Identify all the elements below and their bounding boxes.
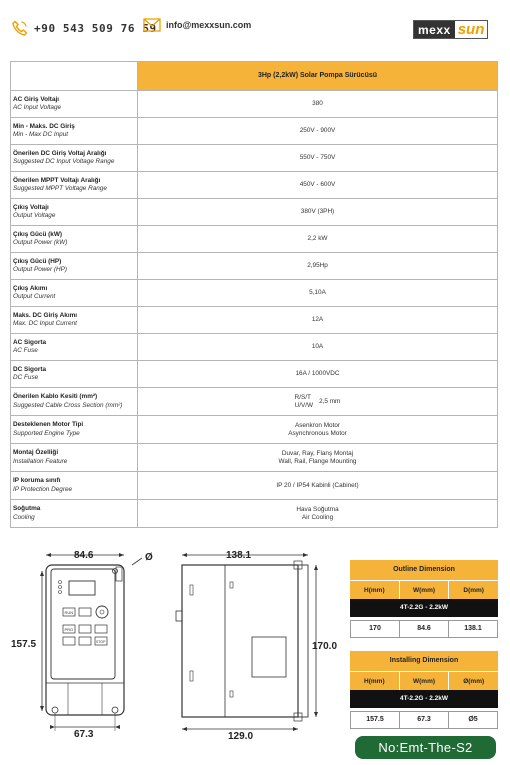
phone-contact	[12, 20, 157, 36]
phone-icon	[12, 20, 28, 36]
outline-title: Outline Dimension	[350, 560, 498, 580]
svg-text:STOP: STOP	[96, 640, 106, 644]
email-contact	[143, 18, 251, 32]
dim-front-width: 84.6	[74, 550, 94, 561]
row-value: Duvar, Ray, Flanş Montaj Wall, Rail, Flange Mounting	[138, 444, 498, 472]
table-row	[11, 307, 498, 334]
svg-text:RUN: RUN	[64, 610, 74, 615]
table-row	[11, 172, 498, 199]
row-label: Çıkış Gücü (HP) Output Power (HP)	[11, 253, 138, 280]
row-value: 250V - 900V	[138, 118, 498, 145]
row-label: Önerilen DC Giriş Voltaj Aralığı Suggested DC Input Voltage Range	[11, 145, 138, 172]
table-row	[11, 226, 498, 253]
spec-table	[10, 61, 498, 528]
row-value: Asenkron Motor Asynchronous Motor	[138, 416, 498, 444]
row-label: AC Giriş Voltajı AC Input Voltage	[11, 91, 138, 118]
table-row	[11, 361, 498, 388]
row-label: Min - Maks. DC Giriş Min - Max DC Input	[11, 118, 138, 145]
row-value: 380V (3PH)	[138, 199, 498, 226]
front-view-drawing	[8, 545, 168, 745]
product-title: 3Hp (2,2kW) Solar Pompa Sürücüsü	[138, 62, 498, 91]
dim-front-bottom: 67.3	[74, 729, 94, 740]
row-value: 550V - 750V	[138, 145, 498, 172]
row-value: 2,2 kW	[138, 226, 498, 253]
installing-values: 157.5 67.3 Ø5	[350, 711, 498, 729]
row-value: 450V - 600V	[138, 172, 498, 199]
row-value: 2,95Hp	[138, 253, 498, 280]
row-label: Montaj Özelliği Installation Feature	[11, 444, 138, 472]
row-label: Çıkış Voltajı Output Voltage	[11, 199, 138, 226]
row-label: AC Sigorta AC Fuse	[11, 334, 138, 361]
envelope-icon	[143, 18, 161, 32]
dim-side-width: 138.1	[226, 550, 252, 561]
row-label: Soğutma Cooling	[11, 500, 138, 528]
table-row	[11, 500, 498, 528]
svg-text:PRG: PRG	[64, 627, 74, 632]
dim-hole: Ø	[145, 552, 153, 563]
table-row	[11, 118, 498, 145]
installing-model: 4T-2.2G - 2.2kW	[350, 690, 498, 708]
row-label: IP koruma sınıfı IP Protection Degree	[11, 472, 138, 500]
row-value: 10A	[138, 334, 498, 361]
table-row	[11, 472, 498, 500]
outline-dimension-table	[350, 560, 498, 638]
phone-number: +90 543 509 76 59	[34, 21, 157, 35]
installing-dimension-table	[350, 651, 498, 729]
row-label: Önerilen MPPT Voltajı Aralığı Suggested MPPT Voltage Range	[11, 172, 138, 199]
row-value: 380	[138, 91, 498, 118]
row-label: Desteklenen Motor Tipi Supported Engine Type	[11, 416, 138, 444]
table-row	[11, 444, 498, 472]
dim-front-height: 157.5	[11, 639, 37, 650]
page-header	[0, 0, 510, 52]
document-number-badge: No:Emt-The-S2	[355, 736, 496, 759]
row-label: Çıkış Gücü (kW) Output Power (kW)	[11, 226, 138, 253]
dim-side-bottom: 129.0	[228, 731, 254, 742]
row-value: 5,10A	[138, 280, 498, 307]
row-value: 12A	[138, 307, 498, 334]
installing-columns: H(mm) W(mm) Ø(mm)	[350, 671, 498, 690]
brand-logo: mexx sun	[413, 20, 488, 39]
row-value: IP 20 / IP54 Kabinli (Cabinet)	[138, 472, 498, 500]
outline-model: 4T-2.2G - 2.2kW	[350, 599, 498, 617]
row-value: 16A / 1000VDC	[138, 361, 498, 388]
outline-columns: H(mm) W(mm) D(mm)	[350, 580, 498, 599]
installing-title: Installing Dimension	[350, 651, 498, 671]
table-row	[11, 145, 498, 172]
dim-side-height: 170.0	[312, 641, 338, 652]
spec-table-header	[11, 62, 498, 91]
email-address: info@mexxsun.com	[166, 20, 252, 30]
outline-values: 170 84.6 138.1	[350, 620, 498, 638]
row-label: DC Sigorta DC Fuse	[11, 361, 138, 388]
side-view-drawing	[170, 545, 345, 745]
table-row	[11, 199, 498, 226]
table-row	[11, 91, 498, 118]
table-row	[11, 416, 498, 444]
table-row	[11, 334, 498, 361]
row-label: Çıkış Akımı Output Current	[11, 280, 138, 307]
table-row	[11, 253, 498, 280]
row-value: Hava Soğutma Air Cooling	[138, 500, 498, 528]
table-row	[11, 280, 498, 307]
table-row-cable: Önerilen Kablo Kesiti (mm²) Suggested Cable Cross Section (mm²) R/S/T U/V/W 2,5 mm	[11, 388, 498, 416]
row-label: Maks. DC Giriş Akımı Max. DC Input Current	[11, 307, 138, 334]
